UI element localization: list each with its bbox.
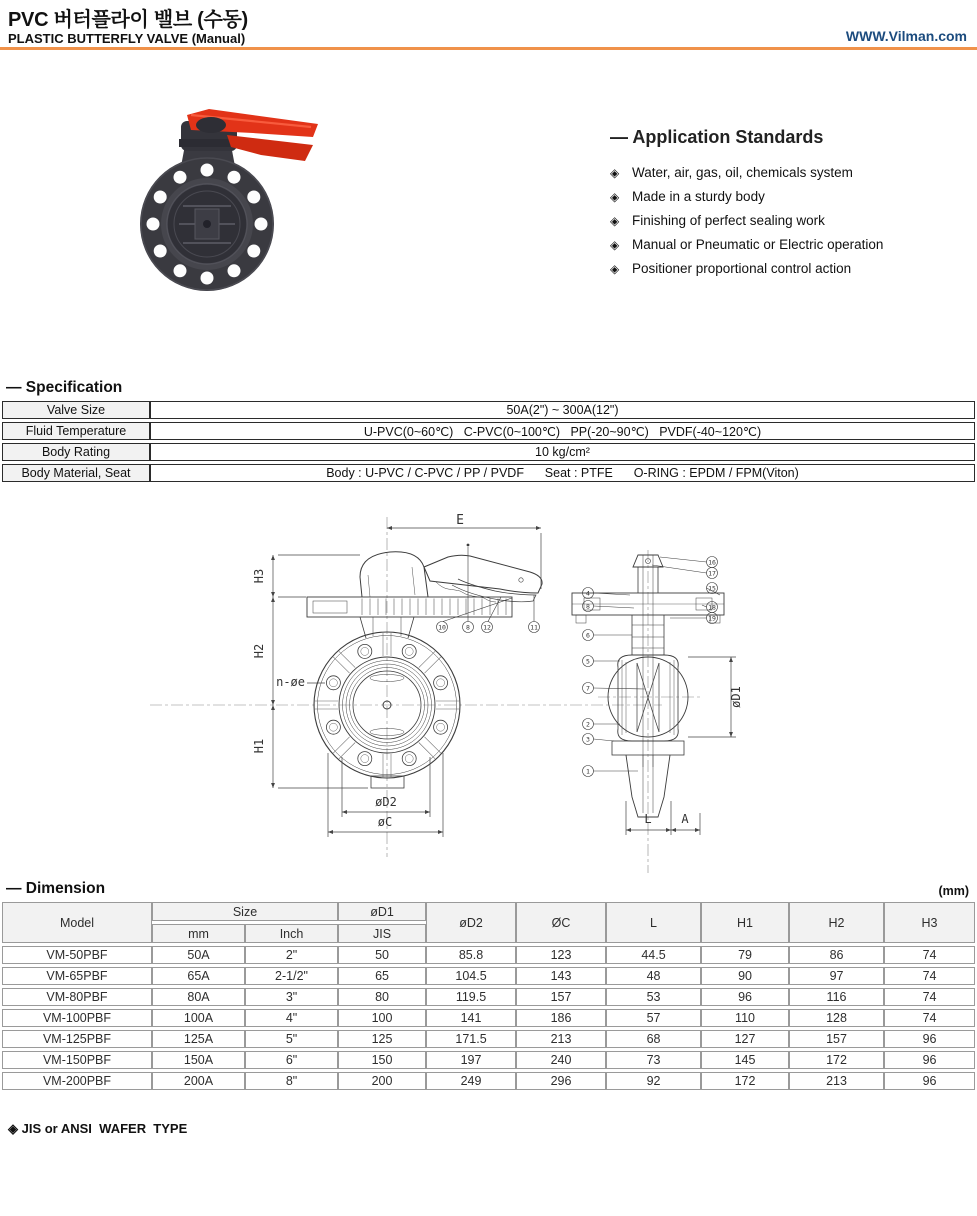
cell: 186 bbox=[516, 1009, 606, 1027]
diamond-bullet-icon: ◈ bbox=[610, 166, 620, 180]
spec-value: Body : U-PVC / C-PVC / PP / PVDF Seat : PTFE O-RING : EPDM / FPM(Viton) bbox=[150, 464, 975, 482]
side-dim-lines bbox=[626, 657, 736, 835]
cell: 200 bbox=[338, 1072, 426, 1090]
cell-model: VM-200PBF bbox=[2, 1072, 152, 1090]
table-row bbox=[2, 967, 975, 985]
col-header-oc: ØC bbox=[516, 902, 606, 943]
cell-model: VM-50PBF bbox=[2, 946, 152, 964]
table-row bbox=[2, 1009, 975, 1027]
cell-model: VM-150PBF bbox=[2, 1051, 152, 1069]
svg-text:3: 3 bbox=[586, 735, 590, 744]
cell-model: VM-65PBF bbox=[2, 967, 152, 985]
cell: 100 bbox=[338, 1009, 426, 1027]
dim-label-A: A bbox=[681, 812, 689, 826]
cell: 125 bbox=[338, 1030, 426, 1048]
cell: 74 bbox=[884, 1009, 975, 1027]
col-header-model: Model bbox=[2, 902, 152, 943]
application-item bbox=[610, 213, 970, 237]
cell: 5" bbox=[245, 1030, 338, 1048]
wafer-type-footnote: ◈ JIS or ANSI WAFER TYPE bbox=[8, 1121, 188, 1136]
cell: 2-1/2" bbox=[245, 967, 338, 985]
cell: 86 bbox=[789, 946, 884, 964]
svg-text:10: 10 bbox=[438, 623, 446, 632]
svg-text:6: 6 bbox=[586, 631, 590, 640]
cell: 73 bbox=[606, 1051, 701, 1069]
cell: 110 bbox=[701, 1009, 789, 1027]
diamond-bullet-icon: ◈ bbox=[610, 214, 620, 228]
application-item-text: Water, air, gas, oil, chemicals system bbox=[632, 165, 853, 180]
dim-label-oD2: øD2 bbox=[375, 795, 397, 809]
cell: 123 bbox=[516, 946, 606, 964]
spec-label: Body Rating bbox=[2, 443, 150, 461]
cell: 157 bbox=[516, 988, 606, 1006]
page-title-english: PLASTIC BUTTERFLY VALVE (Manual) bbox=[8, 31, 246, 46]
cell: 48 bbox=[606, 967, 701, 985]
side-callouts bbox=[583, 557, 721, 777]
col-header-od1: øD1 bbox=[338, 902, 426, 921]
cell: 97 bbox=[789, 967, 884, 985]
table-row bbox=[2, 443, 975, 461]
cell: 8" bbox=[245, 1072, 338, 1090]
cell: 44.5 bbox=[606, 946, 701, 964]
table-row bbox=[2, 1030, 975, 1048]
cell: 125A bbox=[152, 1030, 245, 1048]
cell: 92 bbox=[606, 1072, 701, 1090]
svg-text:11: 11 bbox=[530, 623, 538, 632]
dim-label-n-oe: n-øe bbox=[276, 675, 305, 689]
cell: 74 bbox=[884, 988, 975, 1006]
spec-label: Body Material, Seat bbox=[2, 464, 150, 482]
application-item-text: Positioner proportional control action bbox=[632, 261, 852, 276]
cell: 213 bbox=[789, 1072, 884, 1090]
table-row bbox=[2, 988, 975, 1006]
cell: 3" bbox=[245, 988, 338, 1006]
svg-text:19: 19 bbox=[708, 614, 716, 623]
table-header-row bbox=[2, 902, 975, 921]
svg-text:8: 8 bbox=[586, 602, 590, 611]
svg-text:16: 16 bbox=[708, 558, 716, 567]
col-header-inch: Inch bbox=[245, 924, 338, 943]
cell: 116 bbox=[789, 988, 884, 1006]
dim-label-oC: øC bbox=[377, 815, 393, 829]
cell: 96 bbox=[701, 988, 789, 1006]
col-header-h1: H1 bbox=[701, 902, 789, 943]
cell: 74 bbox=[884, 946, 975, 964]
cell: 74 bbox=[884, 967, 975, 985]
cell: 6" bbox=[245, 1051, 338, 1069]
svg-text:5: 5 bbox=[586, 657, 590, 666]
cell: 150A bbox=[152, 1051, 245, 1069]
cell: 96 bbox=[884, 1051, 975, 1069]
handle-outline bbox=[360, 544, 542, 602]
cell-model: VM-80PBF bbox=[2, 988, 152, 1006]
dimension-unit: (mm) bbox=[938, 884, 969, 898]
svg-text:8: 8 bbox=[466, 623, 470, 632]
specification-table bbox=[2, 398, 975, 485]
table-row bbox=[2, 946, 975, 964]
cell: 79 bbox=[701, 946, 789, 964]
svg-text:2: 2 bbox=[586, 720, 590, 729]
application-standards-heading: — Application Standards bbox=[610, 127, 824, 147]
cell: 96 bbox=[884, 1072, 975, 1090]
svg-text:1: 1 bbox=[586, 767, 590, 776]
cell: 4" bbox=[245, 1009, 338, 1027]
cell: 171.5 bbox=[426, 1030, 516, 1048]
cell: 50A bbox=[152, 946, 245, 964]
dimension-table bbox=[2, 899, 975, 1093]
application-item bbox=[610, 189, 970, 213]
cell: 65 bbox=[338, 967, 426, 985]
spec-value: 10 kg/cm² bbox=[150, 443, 975, 461]
svg-text:12: 12 bbox=[483, 623, 491, 632]
website-link[interactable]: WWW.Vilman.com bbox=[845, 28, 967, 44]
cell: 68 bbox=[606, 1030, 701, 1048]
col-header-size: Size bbox=[152, 902, 338, 921]
cell: 197 bbox=[426, 1051, 516, 1069]
cell: 141 bbox=[426, 1009, 516, 1027]
diamond-bullet-icon: ◈ bbox=[610, 190, 620, 204]
cell: 150 bbox=[338, 1051, 426, 1069]
cell: 90 bbox=[701, 967, 789, 985]
cell: 100A bbox=[152, 1009, 245, 1027]
dim-label-L: L bbox=[644, 812, 652, 826]
cell: 213 bbox=[516, 1030, 606, 1048]
svg-text:17: 17 bbox=[708, 569, 716, 578]
cell: 145 bbox=[701, 1051, 789, 1069]
table-row bbox=[2, 1072, 975, 1090]
dim-label-E: E bbox=[456, 513, 464, 528]
table-row bbox=[2, 422, 975, 440]
cell: 80 bbox=[338, 988, 426, 1006]
col-header-h3: H3 bbox=[884, 902, 975, 943]
page-title-korean: PVC 버터플라이 밸브 (수동) bbox=[8, 9, 248, 31]
cell: 249 bbox=[426, 1072, 516, 1090]
col-header-jis: JIS bbox=[338, 924, 426, 943]
cell: 2" bbox=[245, 946, 338, 964]
svg-text:7: 7 bbox=[586, 684, 590, 693]
spec-label: Valve Size bbox=[2, 401, 150, 419]
svg-text:18: 18 bbox=[708, 603, 716, 612]
header-accent-rule bbox=[0, 47, 977, 50]
cell: 240 bbox=[516, 1051, 606, 1069]
application-item-text: Made in a sturdy body bbox=[632, 189, 765, 204]
cell: 50 bbox=[338, 946, 426, 964]
table-row bbox=[2, 1051, 975, 1069]
dim-label-H2: H2 bbox=[252, 643, 266, 659]
technical-drawing bbox=[0, 505, 977, 885]
diamond-bullet-icon: ◈ bbox=[610, 262, 620, 276]
cell: 128 bbox=[789, 1009, 884, 1027]
index-plate-teeth bbox=[362, 599, 506, 616]
svg-text:4: 4 bbox=[586, 589, 590, 598]
cell-model: VM-125PBF bbox=[2, 1030, 152, 1048]
dimension-heading: — Dimension bbox=[6, 880, 106, 897]
dim-label-H3: H3 bbox=[252, 568, 266, 584]
valve-handle-trigger bbox=[227, 135, 313, 161]
spec-value: U-PVC(0~60℃) C-PVC(0~100℃) PP(-20~90℃) PVDF(-40~120℃) bbox=[150, 422, 975, 440]
application-item-text: Finishing of perfect sealing work bbox=[632, 213, 825, 228]
application-item bbox=[610, 237, 970, 261]
cell: 53 bbox=[606, 988, 701, 1006]
table-row bbox=[2, 401, 975, 419]
cell: 80A bbox=[152, 988, 245, 1006]
application-item-text: Manual or Pneumatic or Electric operation bbox=[632, 237, 884, 252]
spec-value: 50A(2") ~ 300A(12") bbox=[150, 401, 975, 419]
cell: 85.8 bbox=[426, 946, 516, 964]
application-item bbox=[610, 261, 970, 285]
svg-text:15: 15 bbox=[708, 584, 716, 593]
cell: 296 bbox=[516, 1072, 606, 1090]
dim-lines bbox=[273, 528, 541, 837]
cell: 104.5 bbox=[426, 967, 516, 985]
col-header-h2: H2 bbox=[789, 902, 884, 943]
cell: 127 bbox=[701, 1030, 789, 1048]
col-header-od2: øD2 bbox=[426, 902, 516, 943]
cell: 200A bbox=[152, 1072, 245, 1090]
dim-label-H1: H1 bbox=[252, 738, 266, 754]
col-header-l: L bbox=[606, 902, 701, 943]
cell: 157 bbox=[789, 1030, 884, 1048]
col-header-mm: mm bbox=[152, 924, 245, 943]
cell: 143 bbox=[516, 967, 606, 985]
cell-model: VM-100PBF bbox=[2, 1009, 152, 1027]
diamond-bullet-icon: ◈ bbox=[610, 238, 620, 252]
cell: 57 bbox=[606, 1009, 701, 1027]
application-standards-section bbox=[610, 127, 970, 285]
product-photo-butterfly-valve bbox=[135, 103, 330, 301]
cell: 172 bbox=[701, 1072, 789, 1090]
cell: 119.5 bbox=[426, 988, 516, 1006]
application-item bbox=[610, 165, 970, 189]
table-row bbox=[2, 464, 975, 482]
cell: 96 bbox=[884, 1030, 975, 1048]
spec-label: Fluid Temperature bbox=[2, 422, 150, 440]
cell: 65A bbox=[152, 967, 245, 985]
dim-label-oD1: øD1 bbox=[729, 686, 743, 708]
cell: 172 bbox=[789, 1051, 884, 1069]
specification-heading: — Specification bbox=[6, 379, 123, 396]
